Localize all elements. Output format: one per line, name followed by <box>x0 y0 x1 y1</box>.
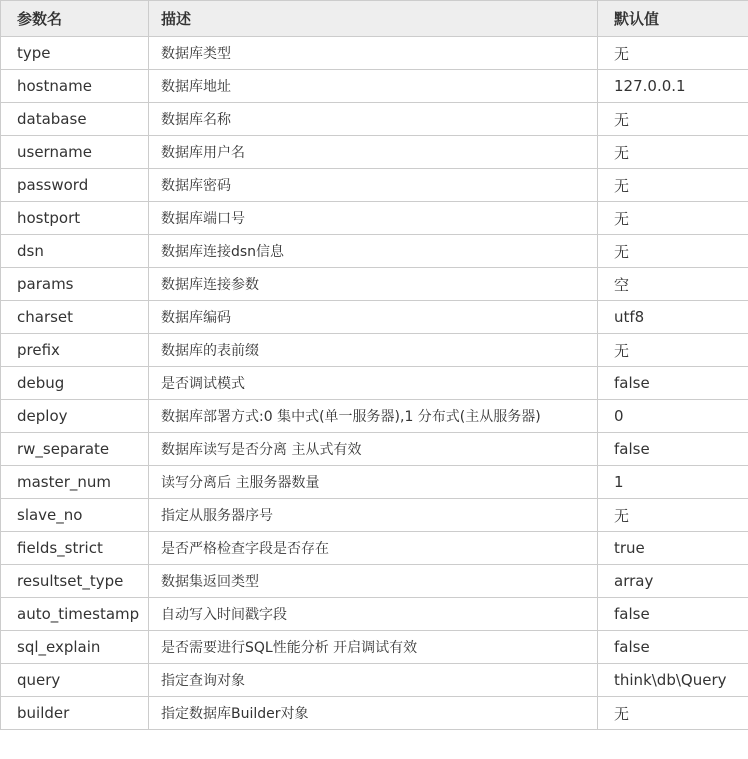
cell-param-name: rw_separate <box>1 433 149 466</box>
cell-description: 是否严格检查字段是否存在 <box>149 532 598 565</box>
cell-param-name: sql_explain <box>1 631 149 664</box>
cell-default-value: false <box>598 433 748 466</box>
cell-description: 数据库地址 <box>149 70 598 103</box>
cell-description: 数据库用户名 <box>149 136 598 169</box>
table-row <box>1 466 748 499</box>
table-row <box>1 697 748 730</box>
cell-description: 数据库连接dsn信息 <box>149 235 598 268</box>
cell-param-name: hostname <box>1 70 149 103</box>
table-row <box>1 37 748 70</box>
cell-param-name: builder <box>1 697 149 730</box>
cell-description: 指定查询对象 <box>149 664 598 697</box>
cell-description: 数据库的表前缀 <box>149 334 598 367</box>
cell-param-name: master_num <box>1 466 149 499</box>
cell-param-name: resultset_type <box>1 565 149 598</box>
table-row <box>1 103 748 136</box>
cell-default-value: 127.0.0.1 <box>598 70 748 103</box>
cell-param-name: deploy <box>1 400 149 433</box>
cell-description: 指定数据库Builder对象 <box>149 697 598 730</box>
cell-description: 数据集返回类型 <box>149 565 598 598</box>
cell-param-name: fields_strict <box>1 532 149 565</box>
cell-param-name: password <box>1 169 149 202</box>
table-row <box>1 202 748 235</box>
cell-default-value: 无 <box>598 202 748 235</box>
cell-default-value: 无 <box>598 334 748 367</box>
table-row <box>1 367 748 400</box>
cell-param-name: slave_no <box>1 499 149 532</box>
table-row <box>1 565 748 598</box>
cell-default-value: 无 <box>598 235 748 268</box>
cell-default-value: 无 <box>598 136 748 169</box>
header-default-value: 默认值 <box>598 1 748 37</box>
cell-description: 数据库密码 <box>149 169 598 202</box>
cell-description: 数据库类型 <box>149 37 598 70</box>
cell-default-value: 无 <box>598 499 748 532</box>
cell-param-name: username <box>1 136 149 169</box>
cell-description: 是否需要进行SQL性能分析 开启调试有效 <box>149 631 598 664</box>
cell-description: 数据库读写是否分离 主从式有效 <box>149 433 598 466</box>
cell-param-name: prefix <box>1 334 149 367</box>
table-row <box>1 664 748 697</box>
cell-default-value: 1 <box>598 466 748 499</box>
cell-default-value: 0 <box>598 400 748 433</box>
table-body <box>1 37 748 730</box>
cell-description: 数据库名称 <box>149 103 598 136</box>
table-row <box>1 169 748 202</box>
header-description: 描述 <box>149 1 598 37</box>
table-row <box>1 499 748 532</box>
cell-default-value: 无 <box>598 697 748 730</box>
cell-default-value: 无 <box>598 169 748 202</box>
header-param-name: 参数名 <box>1 1 149 37</box>
table-header-row <box>1 1 748 37</box>
cell-default-value: false <box>598 367 748 400</box>
cell-default-value: array <box>598 565 748 598</box>
cell-param-name: charset <box>1 301 149 334</box>
cell-param-name: auto_timestamp <box>1 598 149 631</box>
table-row <box>1 532 748 565</box>
table-row <box>1 268 748 301</box>
table-row <box>1 598 748 631</box>
cell-default-value: true <box>598 532 748 565</box>
cell-default-value: utf8 <box>598 301 748 334</box>
table-row <box>1 235 748 268</box>
cell-default-value: 空 <box>598 268 748 301</box>
cell-description: 数据库连接参数 <box>149 268 598 301</box>
cell-default-value: 无 <box>598 37 748 70</box>
cell-param-name: hostport <box>1 202 149 235</box>
cell-description: 是否调试模式 <box>149 367 598 400</box>
cell-param-name: params <box>1 268 149 301</box>
table-row <box>1 400 748 433</box>
cell-param-name: database <box>1 103 149 136</box>
cell-description: 指定从服务器序号 <box>149 499 598 532</box>
cell-param-name: debug <box>1 367 149 400</box>
cell-default-value: 无 <box>598 103 748 136</box>
table-row <box>1 301 748 334</box>
cell-default-value: think\db\Query <box>598 664 748 697</box>
cell-description: 数据库端口号 <box>149 202 598 235</box>
cell-description: 读写分离后 主服务器数量 <box>149 466 598 499</box>
cell-param-name: dsn <box>1 235 149 268</box>
cell-description: 数据库编码 <box>149 301 598 334</box>
cell-description: 自动写入时间戳字段 <box>149 598 598 631</box>
cell-param-name: query <box>1 664 149 697</box>
cell-default-value: false <box>598 598 748 631</box>
table-row <box>1 433 748 466</box>
cell-default-value: false <box>598 631 748 664</box>
cell-description: 数据库部署方式:0 集中式(单一服务器),1 分布式(主从服务器) <box>149 400 598 433</box>
table-row <box>1 70 748 103</box>
table-row <box>1 334 748 367</box>
table-row <box>1 631 748 664</box>
table-row <box>1 136 748 169</box>
cell-param-name: type <box>1 37 149 70</box>
